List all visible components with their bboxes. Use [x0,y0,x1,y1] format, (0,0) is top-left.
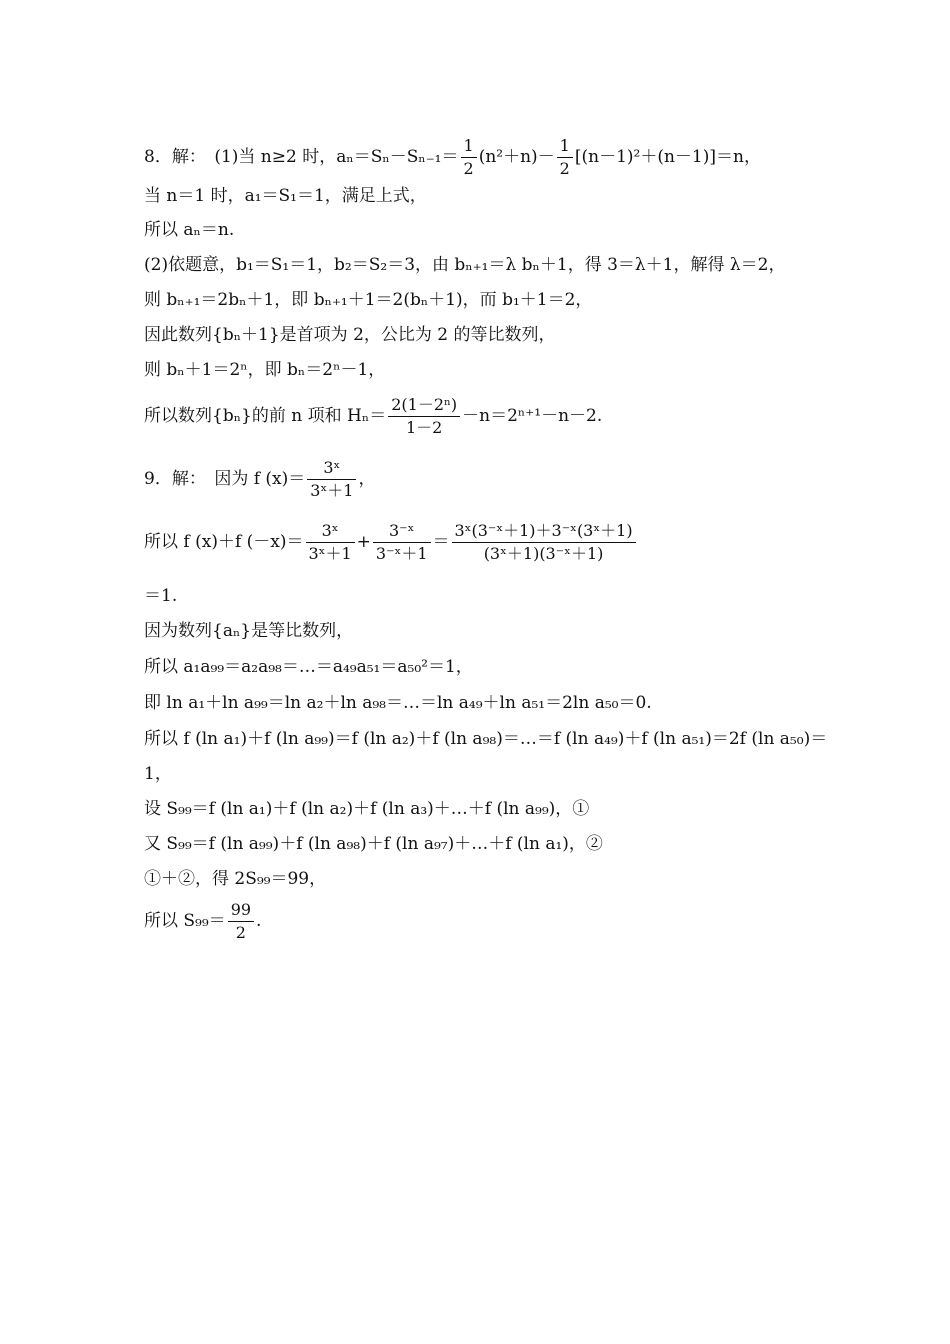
solution-9-line-3: ＝1. [144,586,178,606]
solution-9-line-5: 所以 a₁a₉₉＝a₂a₉₈＝…＝a₄₉a₅₁＝a₅₀²＝1， [144,657,473,677]
fraction-denominator: 1－2 [406,418,443,437]
solution-9-line-9: 设 S₉₉＝f (ln a₁)＋f (ln a₂)＋f (ln a₃)＋…＋f (ln a₉₉)，① [144,799,590,819]
fraction [452,521,636,564]
text-segment: . [256,911,262,931]
text-segment: + [356,532,371,552]
fraction-numerator: 2(1－2ⁿ) [388,395,460,417]
fraction [228,900,254,943]
solution-8-line-8 [144,395,602,438]
fraction-denominator: 2 [463,159,474,178]
solution-8-line-4: (2)依题意，b₁＝S₁＝1，b₂＝S₂＝3，由 bₙ₊₁＝λ bₙ＋1，得 3＝λ＋1，解得 λ＝2， [144,255,786,275]
text-segment: 8．解： (1)当 n≥2 时，aₙ＝Sₙ－Sₙ₋₁＝ [144,147,459,167]
fraction-numerator: 3⁻ˣ [373,521,431,543]
solution-8-line-3: 所以 aₙ＝n. [144,220,235,240]
solution-9-line-2 [144,521,638,564]
solution-8-line-7: 则 bₙ＋1＝2ⁿ，即 bₙ＝2ⁿ－1， [144,360,386,380]
text-segment: [(n－1)²＋(n－1)]＝n， [574,147,761,167]
text-segment: 9．解： 因为 f (x)＝ [144,469,306,489]
fraction-numerator: 3ˣ(3⁻ˣ＋1)＋3⁻ˣ(3ˣ＋1) [452,521,636,543]
fraction [306,521,355,564]
fraction [557,136,573,179]
solution-8-line-1 [144,136,761,179]
fraction-numerator: 3ˣ [307,458,356,480]
text-segment: 所以数列{bₙ}的前 n 项和 Hₙ＝ [144,406,387,426]
fraction [307,458,356,501]
fraction [373,521,431,564]
fraction-numerator: 99 [228,900,254,922]
solution-9-line-11: ①＋②，得 2S₉₉＝99， [144,869,327,889]
fraction [388,395,460,438]
solution-8-line-2: 当 n＝1 时，a₁＝S₁＝1，满足上式， [144,186,427,206]
fraction-numerator: 1 [557,136,573,158]
fraction-denominator: 2 [235,923,246,942]
fraction-denominator: 3ˣ＋1 [308,544,352,563]
solution-8-line-5: 则 bₙ₊₁＝2bₙ＋1，即 bₙ₊₁＋1＝2(bₙ＋1)，而 b₁＋1＝2， [144,290,593,310]
solution-9-line-4: 因为数列{aₙ}是等比数列， [144,621,354,641]
text-segment: 所以 S₉₉＝ [144,911,226,931]
fraction-denominator: 2 [559,159,570,178]
fraction-denominator: 3ˣ＋1 [310,481,354,500]
solution-9-line-10: 又 S₉₉＝f (ln a₉₉)＋f (ln a₉₈)＋f (ln a₉₇)＋…＋f (ln a₁)，② [144,834,603,854]
text-segment: ＝ [432,532,450,552]
fraction-numerator: 3ˣ [306,521,355,543]
solution-9-line-6: 即 ln a₁＋ln a₉₉＝ln a₂＋ln a₉₈＝…＝ln a₄₉＋ln a₅₁＝2ln a₅₀＝0. [144,693,652,713]
text-segment: (n²＋n)－ [478,147,555,167]
solution-9-line-8: 1， [144,764,172,784]
fraction [461,136,477,179]
fraction-denominator: (3ˣ＋1)(3⁻ˣ＋1) [483,544,604,563]
text-segment: ， [358,469,376,489]
fraction-numerator: 1 [461,136,477,158]
text-segment: －n＝2ⁿ⁺¹－n－2. [462,406,603,426]
solution-9-line-12 [144,900,261,943]
solution-8-line-6: 因此数列{bₙ＋1}是首项为 2，公比为 2 的等比数列， [144,325,556,345]
solution-9-line-1 [144,458,375,501]
solution-9-line-7: 所以 f (ln a₁)＋f (ln a₉₉)＝f (ln a₂)＋f (ln a₉₈)＝…＝f (ln a₄₉)＋f (ln a₅₁)＝2f (ln a₅₀)＝ [144,729,828,749]
text-segment: 所以 f (x)＋f (－x)＝ [144,532,304,552]
fraction-denominator: 3⁻ˣ＋1 [375,544,428,563]
